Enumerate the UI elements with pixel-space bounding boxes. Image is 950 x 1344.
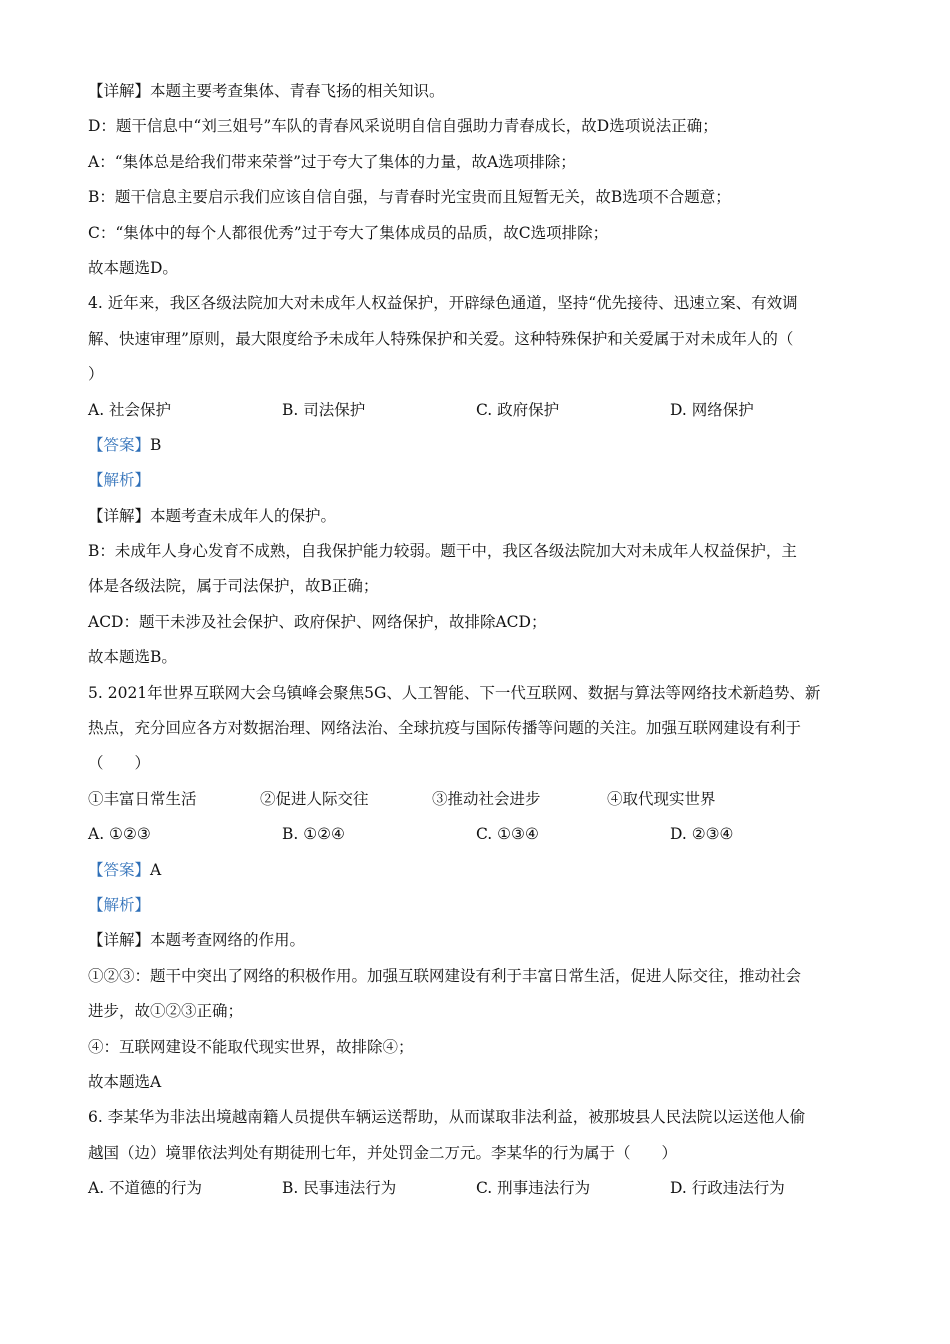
q3-detail: 【详解】本题主要考查集体、青春飞扬的相关知识。 (88, 82, 445, 100)
q4-detail: 【详解】本题考查未成年人的保护。 (88, 506, 337, 525)
q5-options (88, 817, 868, 852)
answer-tag: 【答案】 (88, 860, 151, 879)
answer-tag: 【答案】 (88, 435, 151, 454)
q5-item-2: ②促进人际交往 (260, 789, 369, 808)
q5-explain-4: ④：互联网建设不能取代现实世界，故排除④； (88, 1037, 414, 1056)
q5-stem-line-3: （ ） (88, 754, 151, 773)
q6-option-a: A. 不道德的行为 (88, 1179, 203, 1198)
q5-conclusion: 故本题选A (88, 1072, 162, 1091)
q4-options (88, 393, 868, 428)
q3-conclusion: 故本题选D。 (88, 258, 178, 277)
q6-stem-line-2: 越国（边）境罪依法判处有期徒刑七年，并处罚金二万元。李某华的行为属于（ ） (88, 1143, 678, 1162)
q5-stem-line-2: 热点，充分回应各方对数据治理、网络法治、全球抗疫与国际传播等问题的关注。加强互联网建设有利于 (88, 719, 802, 738)
q4-option-b: B. 司法保护 (282, 400, 366, 419)
q4-explain-acd: ACD：题干未涉及社会保护、政府保护、网络保护，故排除ACD； (88, 612, 547, 631)
q5-stem-line-1: 5. 2021年世界互联网大会乌镇峰会聚焦5G、人工智能、下一代互联网、数据与算法等网络技术新趋势、新 (88, 683, 821, 702)
q5-option-c: C. ①③④ (476, 825, 539, 844)
q5-explain-123-line-1: ①②③：题干中突出了网络的积极作用。加强互联网建设有利于丰富日常生活，促进人际交往，推动社会 (88, 966, 802, 985)
q4-answer-value: B (150, 435, 162, 454)
q6-stem-line-1: 6. 李某华为非法出境越南籍人员提供车辆运送帮助，从而谋取非法利益，被那坡县人民法院以运送他人偷 (88, 1108, 806, 1127)
q6-option-b: B. 民事违法行为 (282, 1179, 397, 1198)
q6-option-c: C. 刑事违法行为 (476, 1179, 591, 1198)
q5-item-3: ③推动社会进步 (432, 789, 541, 808)
q6-options (88, 1171, 868, 1206)
q5-option-b: B. ①②④ (282, 825, 345, 844)
q3-explain-b: B：题干信息主要启示我们应该自信自强，与青春时光宝贵而且短暂无关，故B选项不合题意； (88, 188, 731, 207)
q5-answer-value: A (150, 860, 162, 879)
q5-analysis-tag: 【解析】 (88, 895, 151, 914)
q4-option-a: A. 社会保护 (88, 400, 172, 419)
q6-option-d: D. 行政违法行为 (670, 1179, 785, 1198)
q4-conclusion: 故本题选B。 (88, 648, 177, 667)
q4-explain-b-line-1: B：未成年人身心发育不成熟，自我保护能力较弱。题干中，我区各级法院加大对未成年人权益保护，主 (88, 542, 797, 561)
q3-explain-d: D：题干信息中“刘三姐号”车队的青春风采说明自信自强助力青春成长，故D选项说法正确； (88, 117, 718, 136)
q4-analysis-tag: 【解析】 (88, 471, 151, 490)
document-page (88, 74, 868, 1207)
q5-option-d: D. ②③④ (670, 825, 734, 844)
q5-item-4: ④取代现实世界 (607, 789, 716, 808)
q5-explain-123-line-2: 进步，故①②③正确； (88, 1002, 244, 1021)
q4-stem-line-2: 解、快速审理”原则，最大限度给予未成年人特殊保护和关爱。这种特殊保护和关爱属于对未成年人的（ (88, 329, 794, 348)
q5-option-a: A. ①②③ (88, 825, 151, 844)
q4-answer (88, 428, 868, 463)
q3-explain-a: A：“集体总是给我们带来荣誉”过于夸大了集体的力量，故A选项排除； (88, 152, 576, 171)
q5-item-1: ①丰富日常生活 (88, 789, 197, 808)
q4-stem-line-3: ） (88, 365, 104, 384)
q4-option-c: C. 政府保护 (476, 400, 560, 419)
q5-items (88, 782, 868, 817)
q4-option-d: D. 网络保护 (670, 400, 754, 419)
q3-explain-c: C：“集体中的每个人都很优秀”过于夸大了集体成员的品质，故C选项排除； (88, 223, 609, 242)
q5-answer (88, 853, 868, 888)
q4-explain-b-line-2: 体是各级法院，属于司法保护，故B正确； (88, 577, 379, 596)
q4-stem-line-1: 4. 近年来，我区各级法院加大对未成年人权益保护，开辟绿色通道，坚持“优先接待、迅速立案、有效调 (88, 294, 798, 313)
q5-detail: 【详解】本题考查网络的作用。 (88, 931, 306, 950)
